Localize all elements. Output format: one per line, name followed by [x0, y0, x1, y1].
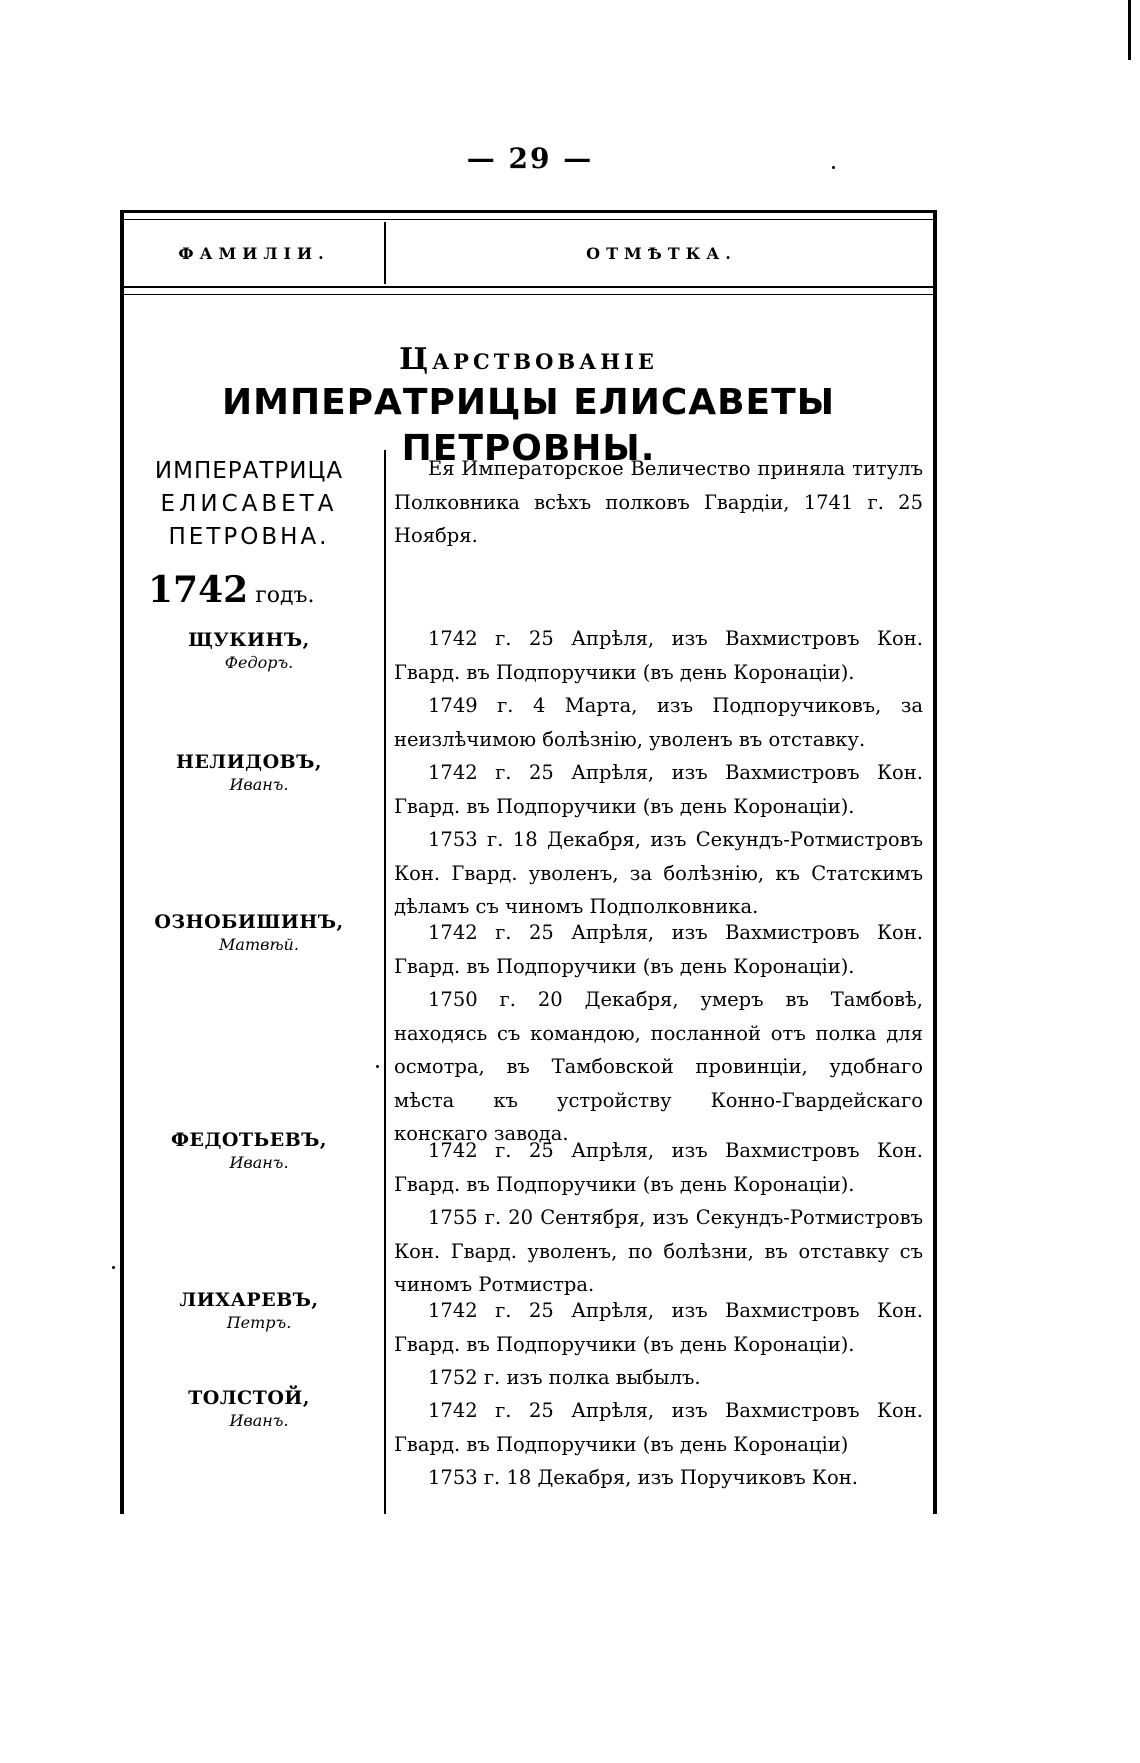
column-divider [384, 450, 386, 1514]
note-paragraph: 1753 г. 18 Декабря, изъ Секундъ-Ротмистровъ Кон. Гвард. уволенъ, за болѣзнію, къ Статскимъ дѣламъ съ чиномъ Подполковника. [394, 828, 923, 918]
person-surname: ФЕДОТЬЕВЪ, [170, 1129, 328, 1151]
person-surname: ЩУКИНЪ, [188, 629, 310, 651]
person-entry [124, 750, 374, 796]
header-surnames: ФАМИЛІИ. [178, 243, 330, 263]
year-word: годъ. [255, 583, 315, 608]
person-given-name: Петръ. [226, 1313, 292, 1332]
year-number: 1742 [148, 569, 249, 611]
header-notes: ОТМѢТКА. [586, 243, 737, 263]
note-paragraph: Ея Императорское Величество приняла титулъ Полковника всѣхъ полковъ Гвардіи, 1741 г. 25 Ноября. [394, 457, 923, 547]
note-paragraph: 1749 г. 4 Марта, изъ Подпоручиковъ, за неизлѣчимою болѣзнію, уволенъ въ отставку. [394, 694, 923, 751]
person-given-name: Матвѣй. [219, 935, 299, 954]
note-paragraph: 1755 г. 20 Сентября, изъ Секундъ-Ротмистровъ Кон. Гвард. уволенъ, по болѣзни, въ отставку съ чиномъ Ротмистра. [394, 1206, 923, 1296]
note-paragraph: 1753 г. 18 Декабря, изъ Поручиковъ Кон. [428, 1466, 858, 1489]
person-notes [394, 1394, 923, 1495]
person-entry [124, 910, 374, 956]
year-heading [148, 570, 368, 616]
person-given-name: Иванъ. [229, 775, 289, 794]
person-entry [124, 1128, 374, 1174]
note-paragraph: 1742 г. 25 Апрѣля, изъ Вахмистровъ Кон. Гвард. въ Подпоручики (въ день Коронаціи). [394, 627, 923, 684]
reign-title: ИМПЕРАТРИЦЫ ЕЛИСАВЕТЫ ПЕТРОВНЫ. [221, 382, 835, 469]
note-paragraph: 1742 г. 25 Апрѣля, изъ Вахмистровъ Кон. Гвард. въ Подпоручики (въ день Коронаціи). [394, 921, 923, 978]
person-notes [394, 1294, 923, 1395]
header-divider [384, 222, 386, 284]
person-notes [394, 622, 923, 756]
person-given-name: Иванъ. [229, 1153, 289, 1172]
page-edge-line [1128, 0, 1131, 60]
person-given-name: Иванъ. [229, 1411, 289, 1430]
notes-column [394, 210, 923, 1514]
person-surname: ОЗНОБИШИНЪ, [154, 911, 344, 933]
note-paragraph: 1750 г. 20 Декабря, умеръ въ Тамбовѣ, находясь съ командою, посланной отъ полка для осмотра, въ Тамбовской провинціи, удобнаго мѣста къ устройству Конно-Гвардейскаго конскаго завода. [394, 988, 923, 1145]
note-paragraph: 1742 г. 25 Апрѣля, изъ Вахмистровъ Кон. Гвард. въ Подпоручики (въ день Коронаціи). [394, 761, 923, 818]
surnames-column [124, 210, 374, 1514]
person-surname: НЕЛИДОВЪ, [176, 751, 322, 773]
person-entry [124, 1288, 374, 1334]
empress-note [394, 452, 923, 553]
person-surname: ТОЛСТОЙ, [188, 1387, 310, 1409]
page-number: — 29 — [466, 142, 594, 175]
register-table [120, 210, 937, 1514]
empress-name [134, 455, 364, 554]
note-paragraph: 1742 г. 25 Апрѣля, изъ Вахмистровъ Кон. Гвард. въ Подпоручики (въ день Коронаціи). [394, 1139, 923, 1196]
person-surname: ЛИХАРЕВЪ, [179, 1289, 319, 1311]
person-notes [394, 916, 923, 1151]
person-notes [394, 1134, 923, 1302]
person-notes [394, 756, 923, 924]
empress-line-3: ПЕТРОВНА. [168, 524, 330, 550]
person-entry [124, 628, 374, 674]
note-paragraph: 1752 г. изъ полка выбылъ. [428, 1366, 701, 1389]
person-entry [124, 1386, 374, 1432]
empress-line-1: ИМПЕРАТРИЦА [154, 458, 344, 484]
person-given-name: Федоръ. [224, 653, 294, 672]
note-paragraph: 1742 г. 25 Апрѣля, изъ Вахмистровъ Кон. Гвард. въ Подпоручики (въ день Коронаціи). [394, 1299, 923, 1356]
reign-subtitle: Царствованіе [399, 342, 658, 377]
note-paragraph: 1742 г. 25 Апрѣля, изъ Вахмистровъ Кон. Гвард. въ Подпоручики (въ день Коронаціи) [394, 1399, 923, 1456]
print-speck [112, 1266, 115, 1269]
empress-line-2: ЕЛИСАВЕТА [160, 491, 338, 517]
